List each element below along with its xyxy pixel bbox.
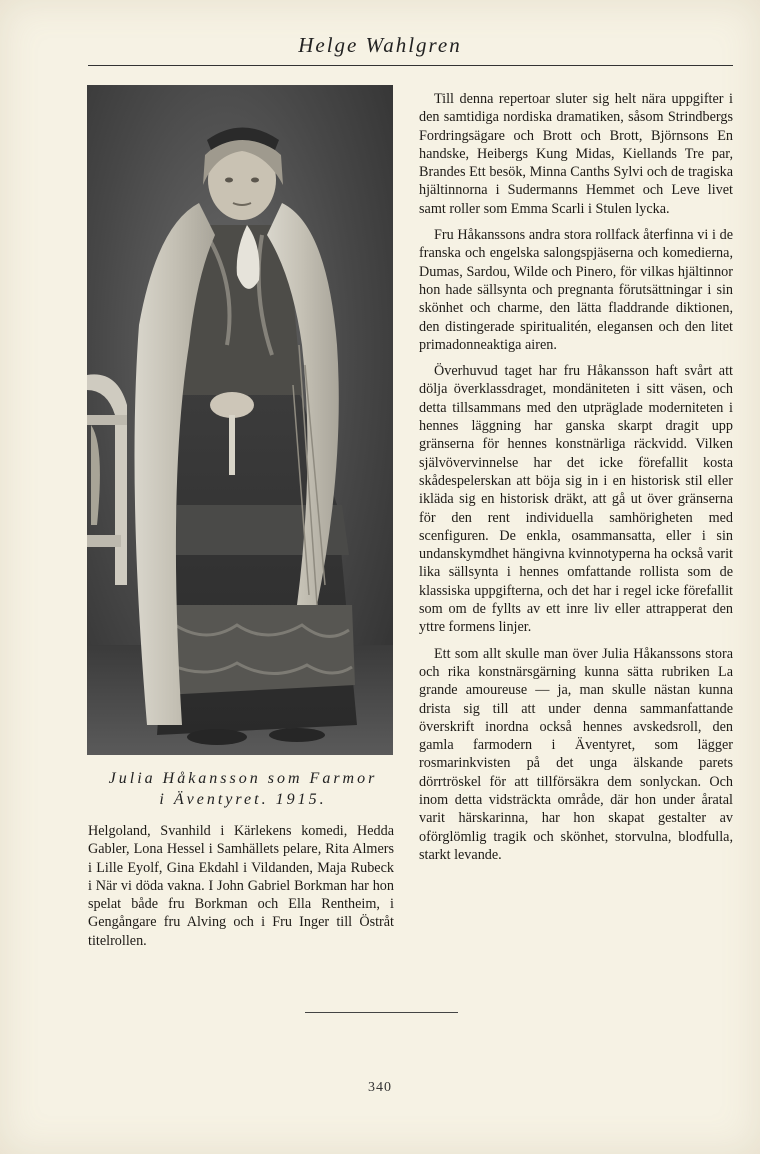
caption-line-2: i Äventyret. 1915. xyxy=(159,791,327,808)
caption-line-1: Julia Håkansson som Farmor xyxy=(108,770,378,787)
portrait-illustration xyxy=(87,85,393,755)
page-number: 340 xyxy=(368,1080,392,1095)
right-column xyxy=(419,90,733,872)
right-column-paragraph-1: Till denna repertoar sluter sig helt nära uppgifter i den samtidiga nordiska dramatiken, såsom Strindbergs Fordringsägare och Brott och Brott, Björnsons En handske, Heibergs Kung Midas, Kiellands Tre par, Brandes Ett besök, Minna Canths Sylvi och de tragiska hjältinnorna i Sudermanns Hemmet och Leve livet samt roller som Emma Scarli i Stulen lycka. xyxy=(419,91,733,217)
right-column-paragraph-4: Ett som allt skulle man över Julia Håkanssons stora och rika konstnärsgärning kunna sätta rubriken La grande amoureuse — ja, man skulle nästan kunna drista sig till att under denna sammanfattande överskrift inordna också hennes avskedsroll, den gamla farmodern i Äventyret, som lägger rosmarinkvisten på det unga älskande parets dörrtröskel för att tillförsäkra dem sonlyckan. Och inom detta vidsträckta område, där hon under åratal varit härskarinna, har hon skapat gestalter av oförglömlig tragik och skönhet, storvulna, blodfulla, starkt levande. xyxy=(419,645,733,863)
right-column-paragraph-3: Överhuvud taget har fru Håkansson haft svårt att dölja överklassdraget, mondäniteten i sitt väsen, och detta tillsammans med den utpräglade moderniteten i hennes läggning har ganska skarpt dragit upp gränserna för hennes konstnärliga räckvidd. Vilken självövervinnelse har det icke förefallit kosta skådespelerskan att böja sig in i en historisk stil eller ikläda sig en historisk dräkt, att gå ut över gränserna för den rent individuella samhörigheten med scenfiguren. De enkla, osammansatta, eller i sin undanskymdhet hängivna kvinnotyperna ha också varit lika sällsynta i hennes omfattande rollista som de klassiska uppgifterna, och det har i regel icke förefallit som om de fyllts av ett inre liv eller attrapperat den yttre formens linjer. xyxy=(419,363,733,636)
photo-caption xyxy=(88,768,398,810)
footer-rule xyxy=(305,1012,458,1013)
left-column xyxy=(88,822,394,950)
running-head: Helge Wahlgren xyxy=(298,33,462,57)
portrait-photograph-icon xyxy=(87,85,393,755)
right-column-paragraph-2: Fru Håkanssons andra stora rollfack återfinna vi i de franska och engelska salongspjäserna och komedierna, Dumas, Sardou, Wilde och Pinero, för vilkas hjältinnor hon hade sällsynta och pregnanta förutsättningar i sin skönhet och charme, den lätta fladdrande diktionen, den distingerade spiritualitén, elegansen och den litet primadonneaktiga airen. xyxy=(419,227,733,353)
header-rule xyxy=(88,65,733,66)
left-column-paragraph: Helgoland, Svanhild i Kärlekens komedi, Hedda Gabler, Lona Hessel i Samhällets pelare, Rita Almers i Lille Eyolf, Gina Ekdahl i Vildanden, Maja Rubeck i När vi döda vakna. I John Gabriel Borkman har hon spelat både fru Borkman och Ella Rentheim, i Gengångare fru Alving och i Fru Inger till Östråt titelrollen. xyxy=(88,823,394,949)
